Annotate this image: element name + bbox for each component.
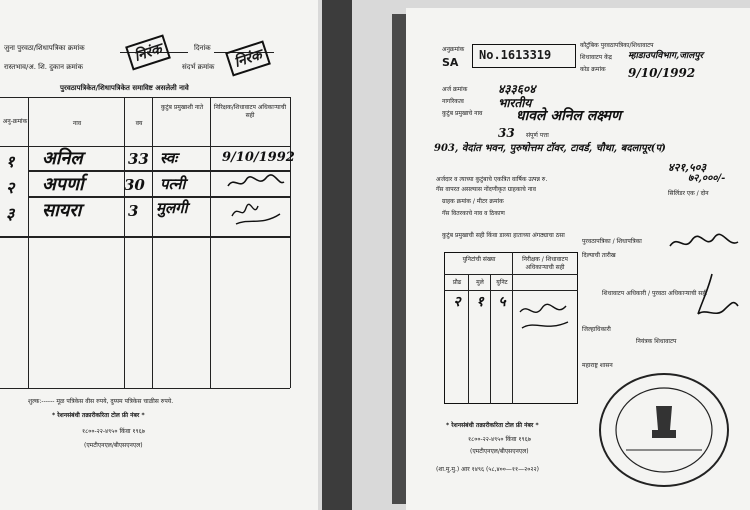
gas-label: गॅस वापरत असल्यास नोंदणीकृत ग्राहकाचे नाव (436, 186, 536, 193)
code-value: 9/10/1992 (628, 66, 696, 80)
helpline-numbers: १८००-२२-४९५० किंवा १९६७ (468, 436, 531, 443)
helpline-note: * रेशनसंबंधी तक्रारीकरिता टोल फ्री नंबर * (52, 412, 145, 419)
units-header-adult: प्रौढ (452, 279, 462, 286)
col-header-relation: कुटुंब प्रमुखाशी नाते (160, 104, 204, 111)
inner-shadow (392, 14, 406, 504)
issued-date-label: दिल्याची तारीख (582, 252, 616, 259)
gas-no-label: ग्राहक क्रमांक / मीटर क्रमांक (442, 198, 504, 205)
serial-number-box (472, 44, 576, 68)
nationality-value: भारतीय (498, 96, 532, 110)
col-header-name: नाव (72, 120, 82, 127)
row3-name: सायरा (42, 200, 82, 221)
signature-mark (226, 174, 286, 192)
row3-age: 3 (128, 202, 139, 220)
row2-sign (226, 174, 286, 196)
date-label: दिनांक (194, 44, 211, 52)
helpline-network: (एमटीएनएल/बीएसएनएल) (84, 442, 143, 449)
head-label: कुटुंब प्रमुखाचे नाव (442, 110, 483, 117)
units-adult: २ (453, 294, 461, 310)
code-label: कोड क्रमांक (580, 66, 606, 73)
signature-mark (682, 270, 742, 330)
print-ref: (शा.मु.मु.) आर १४९६ (५८,४००—११—२०२२) (436, 466, 539, 473)
row3-no: ३ (6, 204, 15, 223)
row2-age: 30 (124, 176, 145, 194)
official-seal-icon (596, 370, 736, 496)
row2-name: अपर्णा (42, 174, 84, 195)
col-header-sign: निरिक्षक/शिधावाटप अधिकाऱ्याची सही (213, 104, 287, 119)
officer-signature (682, 270, 742, 334)
units-child: १ (476, 294, 484, 310)
serial-label: अनुक्रमांक (442, 46, 465, 53)
col-header-serial: अनु-क्रमांक (2, 118, 28, 125)
signature-label: कुटुंब प्रमुखाची सही किंवा डाव्या हाताच्या अंगठ्याचा ठसा (442, 232, 565, 239)
age-value: 33 (498, 126, 515, 140)
district-label: जिल्हाधिकारी (582, 326, 611, 333)
left-page (0, 0, 318, 510)
issued-label: पुरवठापत्रिका / शिधापत्रिका (582, 238, 642, 245)
helpline-numbers: १८००-२२-४९५० किंवा १९६७ (82, 428, 145, 435)
units-unit: ५ (498, 294, 506, 310)
inspector-label: निरीक्षक / शिधावाटप अधिकाऱ्याची सही (522, 256, 568, 271)
helpline-note: * रेशनसंबंधी तक्रारीकरिता टोल फ्री नंबर * (446, 422, 539, 429)
inspector-signature (516, 298, 574, 342)
signature-mark (668, 232, 740, 254)
signature-mark (228, 196, 290, 230)
row2-no: २ (6, 178, 15, 197)
office-value: म्हाडाउपविभाग,जालपुर (628, 51, 704, 61)
units-header-child: मुले (476, 279, 484, 286)
right-page (406, 8, 750, 510)
fee-note: शुल्क:------ मूळ पत्रिकेस वीस रुपये, दुय्यम पत्रिकेस चाळीस रुपये. (28, 398, 174, 405)
maharashtra-label: महाराष्ट्र शासन (582, 362, 613, 369)
nil-stamp-2: निरंक (225, 40, 271, 76)
address-label: संपूर्ण पत्ता (526, 132, 549, 139)
row3-relation: मुलगी (156, 199, 188, 217)
units-title: युनिटांची संख्या (462, 256, 496, 263)
series: SA (442, 56, 459, 69)
signature-mark (516, 298, 574, 338)
row2-relation: पत्नी (160, 175, 186, 193)
dealer-label: गॅस वितरकाचे नाव व ठिकाण (442, 210, 505, 217)
pin-value: ४२१,५०३ (668, 161, 707, 174)
ref-label: संदर्भ क्रमांक (182, 63, 215, 71)
head-value: धावले अनिल लक्ष्मण (516, 108, 622, 124)
units-header-unit: युनिट (496, 279, 508, 286)
officer-label: शिधावाटप अधिकारी / पुरवठा अधिकाऱ्याची सही (602, 290, 708, 297)
app-value: ४३३६०४ (498, 82, 536, 96)
app-label: अर्ज क्रमांक (442, 86, 468, 93)
row1-no: १ (6, 152, 15, 171)
row1-sign: 9/10/1992 (222, 150, 295, 165)
issued-signature (668, 232, 740, 258)
page-spine (322, 0, 352, 510)
family-label: कौटुंबिक पुरवठापत्रिका/शिधावाटप (580, 42, 654, 49)
section-title: पुरवठापत्रिकेत/शिधापत्रिकेत समाविष्ट असलेली नावे (60, 84, 189, 92)
serial-number: No.1613319 (479, 48, 552, 62)
row1-age: 33 (128, 150, 149, 168)
row1-name: अनिल (42, 148, 83, 169)
nationality-label: नागरिकत्व (442, 98, 464, 105)
controller-label: नियंत्रक शिधावाटप (636, 338, 677, 345)
income-value: ७२,०००/- (688, 173, 726, 184)
nil-stamp-1: निरंक (125, 34, 171, 70)
row3-sign (228, 196, 290, 234)
old-card-label: जुना पुरवठा/शिधापत्रिका क्रमांक (4, 44, 85, 52)
helpline-network: (एमटीएनएल/बीएसएनएल) (470, 448, 529, 455)
cylinder-label: सिलिंडर एक / दोन (668, 190, 709, 197)
office-label: शिधावाटप केंद्र (580, 54, 612, 61)
col-header-age: वय (135, 120, 143, 127)
shop-label: रास्तभाव/अ. शि. दुकान क्रमांक (4, 63, 83, 71)
income-label: अर्जदार व त्याच्या कुटुंबाचे एकत्रित वार्षिक उत्पन्न रु. (436, 176, 548, 183)
address-value: 903, वेदांत भवन, पुरुषोत्तम टॉवर, टावर्ड, चौथा, बदलापूर(प) (434, 143, 666, 154)
row1-relation: स्वः (160, 149, 178, 167)
